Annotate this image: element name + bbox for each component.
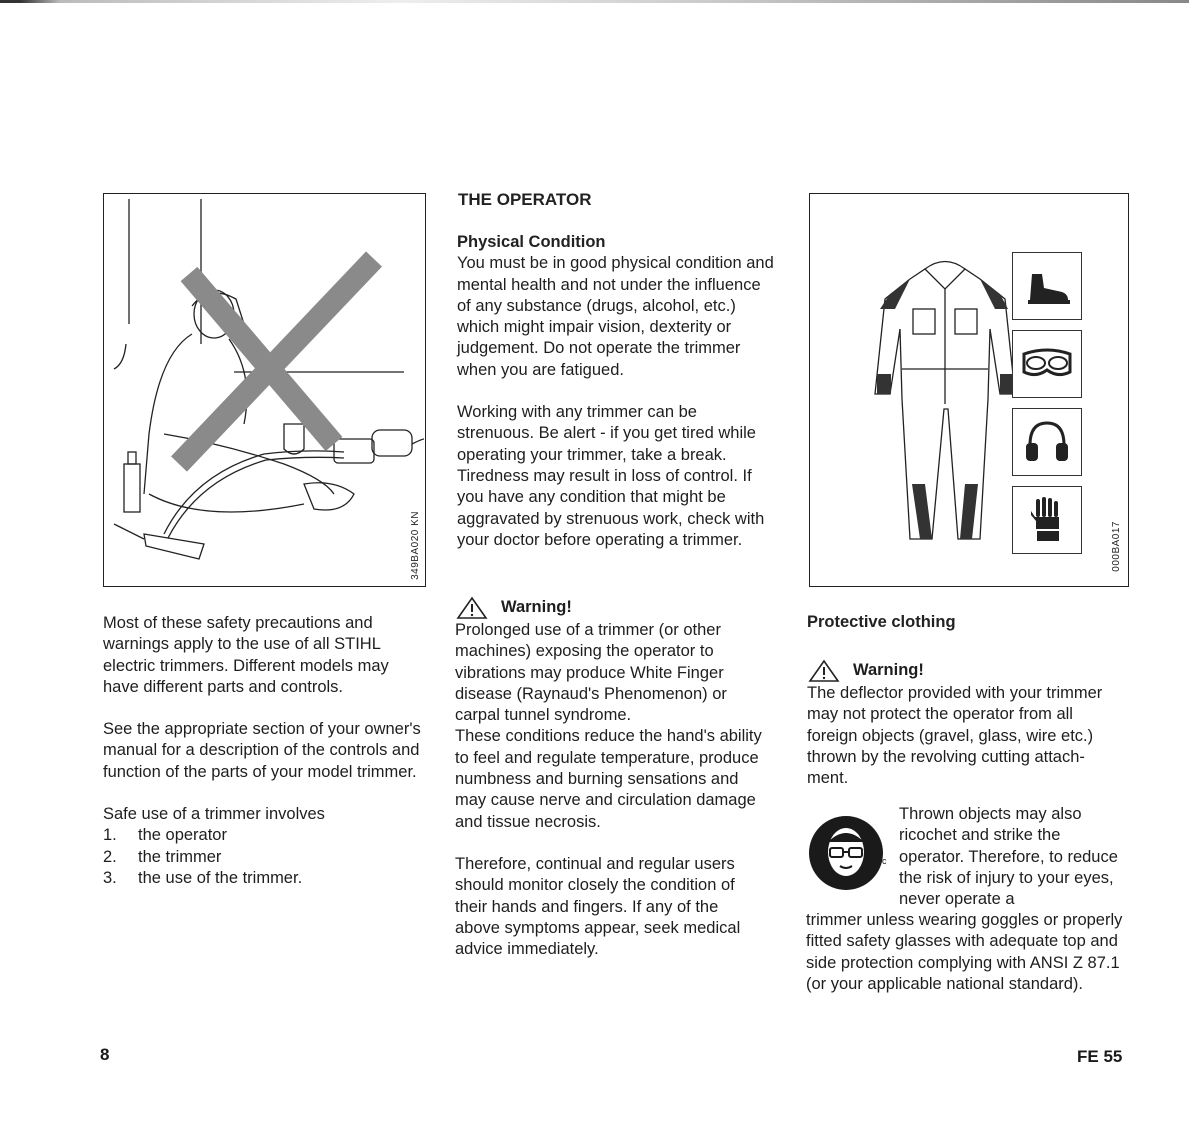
warning-triangle-icon (807, 659, 845, 683)
ear-protection-icon (1022, 419, 1072, 465)
right-illustration-frame (809, 193, 1129, 587)
left-illustration-frame (103, 193, 426, 587)
intro-paragraph-2: See the appropriate section of your owner's manual for a description of the controls and function of the parts of your model trimmer. (103, 720, 421, 781)
monitor-hands-paragraph: Therefore, continual and regular users should monitor closely the condition of their hands and fingers. If any of the above symptoms appear, seek medical advice immediately. (455, 854, 741, 959)
right-warning-heading (807, 659, 1125, 683)
intro-paragraph-1: Most of these safety precautions and warnings apply to the use of all STIHL electric trimmers. Different models may have different parts and controls. (103, 614, 389, 696)
list-item: 1. the operator (103, 826, 227, 845)
right-warning-block (807, 659, 1125, 789)
boot-icon (1022, 266, 1072, 306)
ear-protection-icon-box (1012, 408, 1082, 476)
thrown-objects-wrapped-text (899, 804, 1129, 910)
conditions-warning-text: These conditions reduce the hand's ability to feel and regulate temperature, produce numbness and burning sensations and may cause nerve and circulation damage and tissue necrosis. (455, 727, 762, 831)
model-label: FE 55 (1077, 1047, 1123, 1066)
eye-protection-sign-icon (808, 812, 890, 894)
goggles-icon-box (1012, 330, 1082, 398)
goggles-icon (1018, 344, 1076, 384)
subsection-title-physical-condition: Physical Condition (457, 233, 606, 251)
middle-warning-label: Warning! (501, 598, 572, 617)
strenuous-work-paragraph: Working with any trimmer can be strenuous. Be alert - if you get tired while operating your trimmer, take a break. Tiredness may result in loss of control. If you have any condition that might be aggravated by strenuous work, check with your doctor before operating a trimmer. (457, 403, 765, 549)
thrown-objects-paragraph: Thrown objects may also ricochet and strike the operator. Therefore, to reduce the risk of injury to your eyes, never operate a (899, 805, 1118, 909)
left-column-text (103, 613, 423, 889)
middle-warning-block (455, 596, 767, 960)
right-figure-code: 000BA017 (1111, 521, 1122, 572)
middle-warning-heading (455, 596, 767, 620)
glove-icon-box (1012, 486, 1082, 554)
warning-triangle-icon (455, 596, 493, 620)
page-number: 8 (100, 1045, 110, 1064)
svg-text:c: c (882, 856, 887, 866)
safe-use-lead: Safe use of a trimmer involves (103, 805, 325, 824)
physical-condition-paragraph: You must be in good physical condition and mental health and not under the influence of any substance (drugs, alcohol, etc.) which might impair vision, dexterity or judgement. Do not operate the trimmer when you are fatigued. (457, 254, 774, 379)
section-title-protective-clothing: Protective clothing (807, 613, 956, 631)
goggles-requirement-text (806, 910, 1126, 995)
tired-operator-illustration (104, 194, 425, 586)
left-figure-code: 349BA020 KN (410, 511, 421, 580)
deflector-warning-text: The deflector provided with your trimmer may not protect the operator from all foreign objects (gravel, glass, wire etc.) thrown by the revolving cutting attach- ment. (807, 684, 1103, 788)
goggles-requirement-paragraph: trimmer unless wearing goggles or properly fitted safety glasses with adequate top and side protection complying with ANSI Z 87.1 (or your applicable national standard). (806, 911, 1123, 993)
section-title-operator: THE OPERATOR (458, 190, 592, 209)
list-item: 2. the trimmer (103, 847, 222, 866)
right-warning-label: Warning! (853, 661, 924, 680)
safe-use-list (103, 825, 423, 889)
middle-column-upper (457, 232, 775, 551)
glove-icon (1027, 495, 1067, 545)
list-item: 3. the use of the trimmer. (103, 868, 303, 887)
page-top-edge (0, 0, 1189, 3)
prohibited-cross (179, 259, 374, 464)
vibration-warning-text: Prolonged use of a trimmer (or other machines) exposing the operator to vibrations may produce White Finger disease (Raynaud's Phenomenon) or carpal tunnel syndrome. (455, 621, 727, 725)
boot-icon-box (1012, 252, 1082, 320)
